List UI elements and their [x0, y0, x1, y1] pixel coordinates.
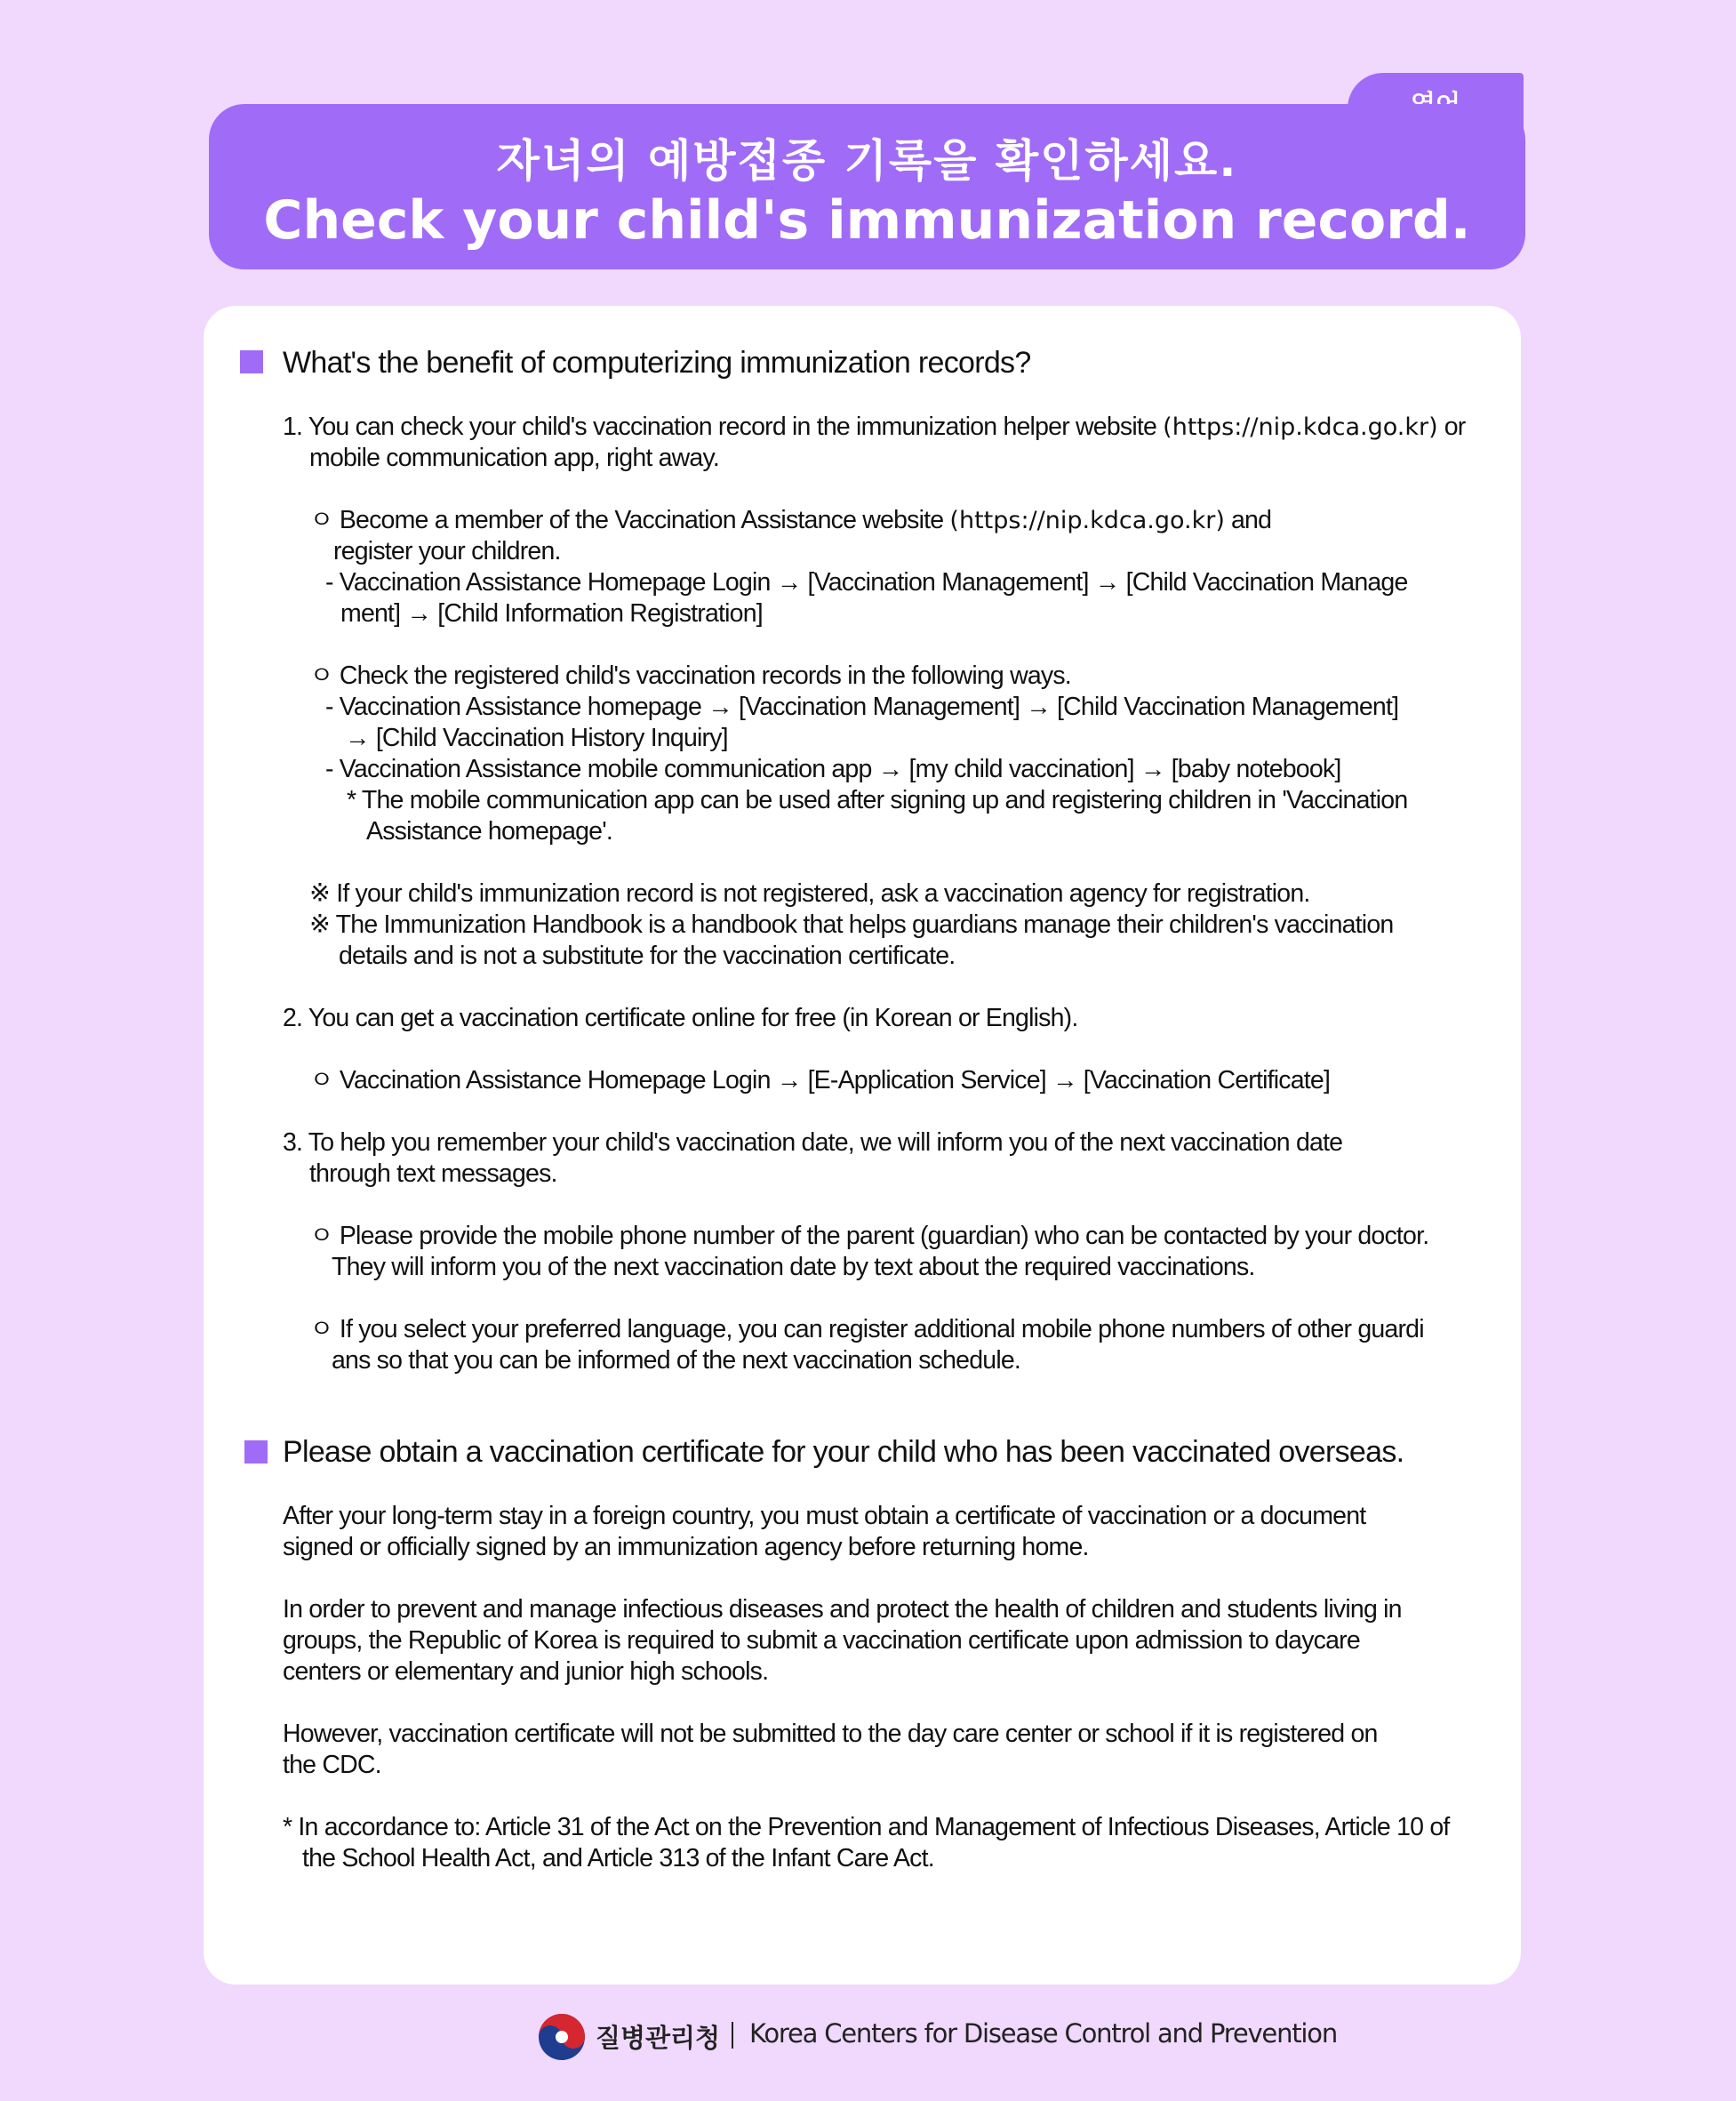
para2-line2: groups, the Republic of Korea is required to submit a vaccination certificate upon admission to daycare [283, 1626, 1360, 1655]
item3-bullet-a-line2: They will inform you of the next vaccination date by text about the required vaccinations. [332, 1253, 1255, 1281]
item2-line1: 2. You can get a vaccination certificate online for free (in Korean or English). [283, 1004, 1078, 1032]
section1-heading: What's the benefit of computerizing immunization records? [283, 346, 1031, 380]
bullet-a-line1: ㅇ Become a member of the Vaccination Assistance website (https://nip.kdca.go.kr) and [309, 506, 1272, 534]
section-bullet-square [240, 350, 263, 373]
footer-divider [732, 2022, 733, 2049]
bullet-b-line5: * The mobile communication app can be used after signing up and registering children in 'Vaccination [347, 786, 1408, 814]
title-english: Check your child's immunization record. [263, 189, 1471, 252]
section-bullet-square [244, 1440, 268, 1463]
note-2-line2: details and is not a substitute for the vaccination certificate. [339, 942, 956, 970]
bullet-b-line1: ㅇ Check the registered child's vaccination records in the following ways. [309, 662, 1071, 690]
kdca-taegeuk-logo-icon [538, 2013, 586, 2061]
bullet-b-line6: Assistance homepage'. [366, 817, 612, 846]
website-url: (https://nip.kdca.go.kr) [1163, 413, 1438, 441]
footer-org-korean: 질병관리청 [596, 2023, 721, 2053]
para2-line1: In order to prevent and manage infectious diseases and protect the health of children and students living in [283, 1595, 1402, 1624]
para2-line3: centers or elementary and junior high schools. [283, 1657, 769, 1686]
bullet-b-line4: - Vaccination Assistance mobile communication app → [my child vaccination] → [baby notebook] [325, 755, 1341, 783]
legal-note-line1: * In accordance to: Article 31 of the Act on the Prevention and Management of Infectious Diseases, Article 10 of [283, 1813, 1450, 1841]
para3-line1: However, vaccination certificate will not be submitted to the day care center or school if it is registered on [283, 1720, 1378, 1748]
title-korean: 자녀의 예방접종 기록을 확인하세요. [496, 135, 1238, 187]
item3-bullet-b-line1: ㅇ If you select your preferred language, you can register additional mobile phone numbers of other guardi [309, 1315, 1424, 1343]
bullet-b-line3: → [Child Vaccination History Inquiry] [345, 724, 728, 752]
website-url: (https://nip.kdca.go.kr) [949, 507, 1225, 534]
item2-bullet: ㅇ Vaccination Assistance Homepage Login → [E-Application Service] → [Vaccination Certificate] [309, 1066, 1331, 1095]
footer-org-english: Korea Centers for Disease Control and Prevention [749, 2018, 1337, 2049]
item3-bullet-a-line1: ㅇ Please provide the mobile phone number of the parent (guardian) who can be contacted by your doctor. [309, 1222, 1429, 1250]
bullet-a-line3: - Vaccination Assistance Homepage Login → [Vaccination Management] → [Child Vaccination Manage [325, 568, 1408, 597]
item3-line2: through text messages. [309, 1159, 557, 1188]
item3-line1: 3. To help you remember your child's vaccination date, we will inform you of the next vaccination date [283, 1128, 1343, 1157]
item1-line1: 1. You can check your child's vaccination record in the immunization helper website (https://nip.kdca.go.kr) or [283, 413, 1466, 441]
section2-heading: Please obtain a vaccination certificate for your child who has been vaccinated overseas. [283, 1435, 1404, 1469]
title-banner [209, 104, 1525, 269]
bullet-a-line4: ment] → [Child Information Registration] [340, 599, 763, 628]
note-1: ※ If your child's immunization record is not registered, ask a vaccination agency for registration. [309, 879, 1310, 908]
para1-line2: signed or officially signed by an immunization agency before returning home. [283, 1533, 1089, 1561]
bullet-b-line2: - Vaccination Assistance homepage → [Vaccination Management] → [Child Vaccination Management] [325, 693, 1399, 721]
bullet-a-line2: register your children. [333, 537, 561, 565]
item3-bullet-b-line2: ans so that you can be informed of the next vaccination schedule. [332, 1346, 1021, 1375]
legal-note-line2: the School Health Act, and Article 313 of the Infant Care Act. [302, 1844, 934, 1872]
para3-line2: the CDC. [283, 1751, 381, 1779]
para1-line1: After your long-term stay in a foreign country, you must obtain a certificate of vaccination or a document [283, 1502, 1366, 1530]
item1-line2: mobile communication app, right away. [309, 444, 719, 472]
note-2-line1: ※ The Immunization Handbook is a handbook that helps guardians manage their children's vaccination [309, 910, 1394, 939]
